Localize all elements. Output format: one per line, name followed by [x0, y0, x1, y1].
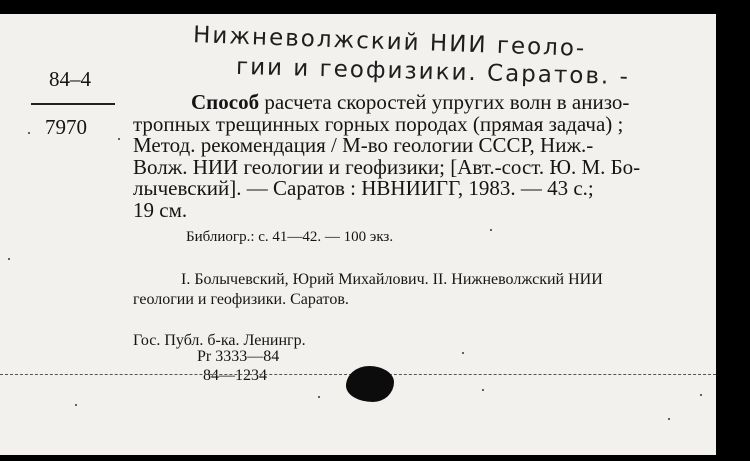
speck: [700, 394, 702, 396]
call-number-top: 84–4: [49, 67, 91, 91]
tracings: [133, 270, 709, 310]
speck: [28, 132, 30, 134]
handwritten-note-line-1: Нижневолжский НИИ геоло-: [192, 22, 587, 62]
bibliographic-entry: [133, 92, 709, 221]
entry-line-5: лычевский]. — Саратов : НВНИИГГ, 1983. — 43 с.;: [133, 176, 594, 200]
entry-line-6: 19 см.: [133, 197, 188, 222]
library-line-3: 84—1234: [203, 367, 267, 384]
catalog-card: [0, 14, 716, 455]
entry-line-2: тропных трещинных горных породах (прямая задача) ;: [133, 111, 624, 136]
speck: [668, 418, 670, 420]
entry-title-word: Способ: [191, 90, 260, 114]
speck: [75, 404, 77, 406]
handwritten-note-line-2: гии и геофизики. Саратов. -: [235, 53, 631, 91]
speck: [490, 229, 492, 231]
ink-blot: [346, 366, 394, 402]
bibliography-note: Библиогр.: с. 41—42. — 100 экз.: [186, 229, 394, 245]
entry-line-1: [133, 92, 709, 114]
tracings-line-2: геологии и геофизики. Саратов.: [133, 291, 349, 308]
entry-line-1-rest: расчета скоростей упругих волн в анизо-: [259, 90, 630, 114]
speck: [318, 396, 320, 398]
speck: [118, 138, 120, 140]
call-number-divider: [31, 103, 115, 105]
library-line-1: Гос. Публ. б-ка. Ленингр.: [133, 332, 306, 349]
speck: [462, 352, 464, 354]
entry-line-4: Волж. НИИ геологии и геофизики; [Авт.-сост. Ю. М. Бо-: [133, 154, 641, 179]
entry-line-3: Метод. рекомендация / М-во геологии СССР, Ниж.-: [133, 133, 594, 157]
tracings-line-1: I. Болычевский, Юрий Михайлович. II. Нижневолжский НИИ: [181, 271, 603, 288]
speck: [482, 389, 484, 391]
speck: [8, 258, 10, 260]
call-number-bottom: 7970: [45, 115, 87, 139]
library-line-2: Pr 3333—84: [197, 348, 280, 365]
